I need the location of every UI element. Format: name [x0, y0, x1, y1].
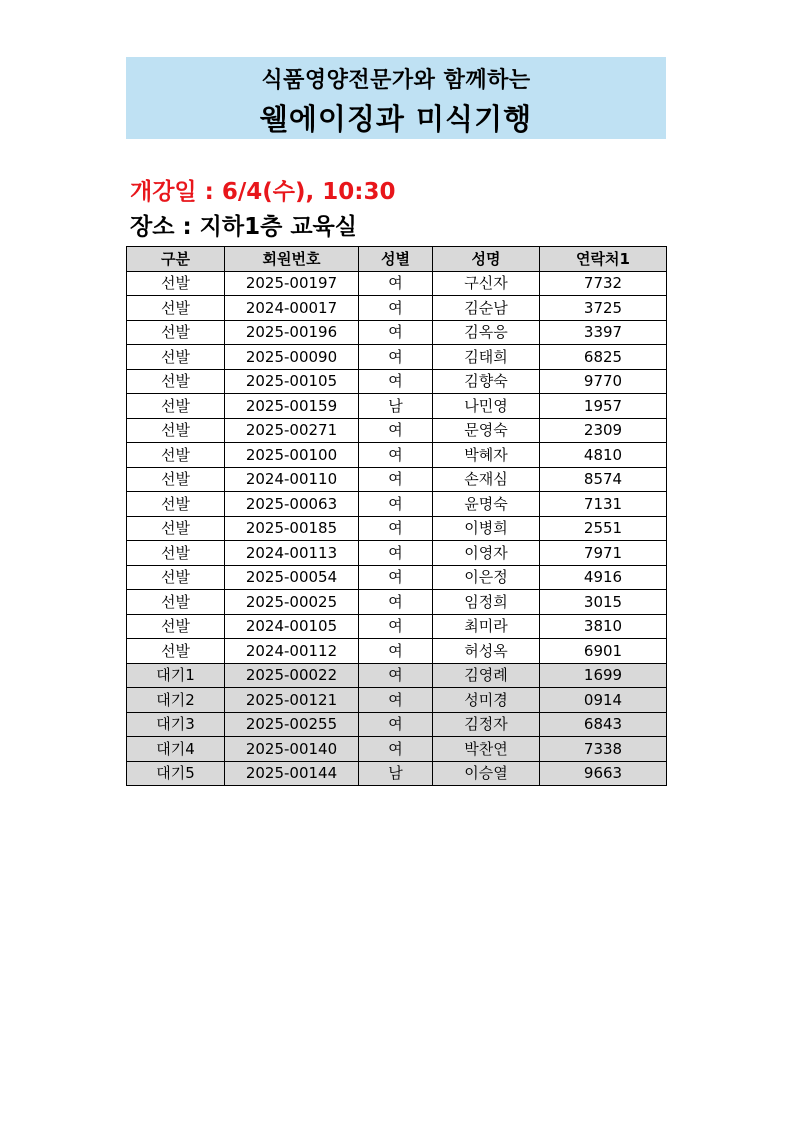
cell-member-number: 2025-00022 — [225, 663, 359, 688]
cell-contact: 6843 — [540, 712, 667, 737]
cell-name: 김영례 — [433, 663, 540, 688]
cell-gender: 여 — [359, 418, 433, 443]
header-contact: 연락처1 — [540, 247, 667, 272]
cell-contact: 6825 — [540, 345, 667, 370]
cell-category: 선발 — [127, 639, 225, 664]
cell-gender: 여 — [359, 369, 433, 394]
cell-name: 이병희 — [433, 516, 540, 541]
cell-contact: 6901 — [540, 639, 667, 664]
table-row — [127, 492, 667, 517]
table-row — [127, 467, 667, 492]
opening-date: 개강일 : 6/4(수), 10:30 — [130, 179, 396, 205]
table-row — [127, 541, 667, 566]
table-row — [127, 418, 667, 443]
participant-table — [126, 246, 667, 786]
cell-gender: 여 — [359, 516, 433, 541]
cell-contact: 7971 — [540, 541, 667, 566]
table-row — [127, 394, 667, 419]
table-row — [127, 663, 667, 688]
cell-contact: 3397 — [540, 320, 667, 345]
cell-gender: 여 — [359, 565, 433, 590]
cell-member-number: 2025-00090 — [225, 345, 359, 370]
cell-contact: 0914 — [540, 688, 667, 713]
table-row — [127, 443, 667, 468]
cell-gender: 여 — [359, 492, 433, 517]
cell-contact: 4810 — [540, 443, 667, 468]
cell-name: 나민영 — [433, 394, 540, 419]
cell-category: 선발 — [127, 590, 225, 615]
cell-name: 문영숙 — [433, 418, 540, 443]
cell-gender: 여 — [359, 296, 433, 321]
cell-name: 김정자 — [433, 712, 540, 737]
cell-gender: 여 — [359, 467, 433, 492]
cell-category: 선발 — [127, 516, 225, 541]
cell-category: 선발 — [127, 394, 225, 419]
cell-category: 대기1 — [127, 663, 225, 688]
cell-name: 최미라 — [433, 614, 540, 639]
cell-contact: 9663 — [540, 761, 667, 786]
header-gender: 성별 — [359, 247, 433, 272]
cell-name: 성미경 — [433, 688, 540, 713]
cell-member-number: 2025-00121 — [225, 688, 359, 713]
cell-name: 구신자 — [433, 271, 540, 296]
cell-contact: 1957 — [540, 394, 667, 419]
cell-name: 윤명숙 — [433, 492, 540, 517]
cell-member-number: 2025-00196 — [225, 320, 359, 345]
table-row — [127, 296, 667, 321]
cell-member-number: 2024-00110 — [225, 467, 359, 492]
cell-gender: 여 — [359, 688, 433, 713]
class-location: 장소 : 지하1층 교육실 — [130, 214, 357, 240]
cell-category: 선발 — [127, 369, 225, 394]
cell-name: 손재심 — [433, 467, 540, 492]
cell-contact: 1699 — [540, 663, 667, 688]
table-row — [127, 320, 667, 345]
cell-name: 김옥응 — [433, 320, 540, 345]
cell-contact: 7338 — [540, 737, 667, 762]
cell-gender: 남 — [359, 761, 433, 786]
table-row — [127, 369, 667, 394]
header-category: 구분 — [127, 247, 225, 272]
cell-name: 박혜자 — [433, 443, 540, 468]
cell-gender: 여 — [359, 320, 433, 345]
cell-gender: 여 — [359, 443, 433, 468]
cell-category: 선발 — [127, 492, 225, 517]
cell-gender: 여 — [359, 639, 433, 664]
cell-contact: 9770 — [540, 369, 667, 394]
cell-gender: 여 — [359, 663, 433, 688]
cell-gender: 여 — [359, 614, 433, 639]
cell-name: 김순남 — [433, 296, 540, 321]
table-row — [127, 345, 667, 370]
cell-gender: 여 — [359, 737, 433, 762]
cell-member-number: 2024-00105 — [225, 614, 359, 639]
cell-category: 선발 — [127, 271, 225, 296]
cell-category: 선발 — [127, 541, 225, 566]
cell-name: 김태희 — [433, 345, 540, 370]
cell-gender: 여 — [359, 712, 433, 737]
cell-name: 이은정 — [433, 565, 540, 590]
table-row — [127, 614, 667, 639]
table-body — [127, 271, 667, 786]
table-row — [127, 712, 667, 737]
table-row — [127, 271, 667, 296]
cell-member-number: 2025-00197 — [225, 271, 359, 296]
cell-contact: 7131 — [540, 492, 667, 517]
cell-member-number: 2025-00054 — [225, 565, 359, 590]
cell-member-number: 2025-00271 — [225, 418, 359, 443]
cell-gender: 여 — [359, 345, 433, 370]
cell-category: 선발 — [127, 614, 225, 639]
cell-member-number: 2025-00185 — [225, 516, 359, 541]
cell-contact: 2551 — [540, 516, 667, 541]
table-row — [127, 516, 667, 541]
cell-category: 선발 — [127, 565, 225, 590]
header-name: 성명 — [433, 247, 540, 272]
cell-contact: 3015 — [540, 590, 667, 615]
cell-category: 대기3 — [127, 712, 225, 737]
cell-contact: 7732 — [540, 271, 667, 296]
cell-member-number: 2025-00255 — [225, 712, 359, 737]
table-row — [127, 590, 667, 615]
cell-name: 박찬연 — [433, 737, 540, 762]
cell-category: 대기2 — [127, 688, 225, 713]
table-row — [127, 761, 667, 786]
cell-contact: 2309 — [540, 418, 667, 443]
cell-category: 선발 — [127, 320, 225, 345]
cell-contact: 3810 — [540, 614, 667, 639]
cell-gender: 여 — [359, 590, 433, 615]
cell-member-number: 2024-00113 — [225, 541, 359, 566]
title-banner — [126, 57, 666, 139]
cell-contact: 4916 — [540, 565, 667, 590]
cell-member-number: 2025-00100 — [225, 443, 359, 468]
cell-member-number: 2025-00105 — [225, 369, 359, 394]
cell-member-number: 2025-00140 — [225, 737, 359, 762]
cell-category: 선발 — [127, 443, 225, 468]
cell-gender: 여 — [359, 541, 433, 566]
cell-name: 이영자 — [433, 541, 540, 566]
cell-member-number: 2024-00112 — [225, 639, 359, 664]
cell-category: 선발 — [127, 345, 225, 370]
cell-member-number: 2024-00017 — [225, 296, 359, 321]
table-header-row — [127, 247, 667, 272]
cell-gender: 남 — [359, 394, 433, 419]
cell-contact: 3725 — [540, 296, 667, 321]
table-row — [127, 639, 667, 664]
cell-category: 대기5 — [127, 761, 225, 786]
cell-name: 허성옥 — [433, 639, 540, 664]
cell-name: 임정희 — [433, 590, 540, 615]
cell-category: 선발 — [127, 418, 225, 443]
cell-contact: 8574 — [540, 467, 667, 492]
cell-member-number: 2025-00025 — [225, 590, 359, 615]
table-row — [127, 737, 667, 762]
cell-name: 김향숙 — [433, 369, 540, 394]
cell-name: 이승열 — [433, 761, 540, 786]
cell-gender: 여 — [359, 271, 433, 296]
cell-category: 선발 — [127, 296, 225, 321]
table-row — [127, 565, 667, 590]
title-subtitle: 식품영양전문가와 함께하는 — [261, 68, 531, 93]
cell-member-number: 2025-00063 — [225, 492, 359, 517]
cell-category: 선발 — [127, 467, 225, 492]
page-title: 웰에이징과 미식기행 — [259, 102, 533, 136]
cell-member-number: 2025-00144 — [225, 761, 359, 786]
cell-category: 대기4 — [127, 737, 225, 762]
header-member-number: 회원번호 — [225, 247, 359, 272]
cell-member-number: 2025-00159 — [225, 394, 359, 419]
table-row — [127, 688, 667, 713]
